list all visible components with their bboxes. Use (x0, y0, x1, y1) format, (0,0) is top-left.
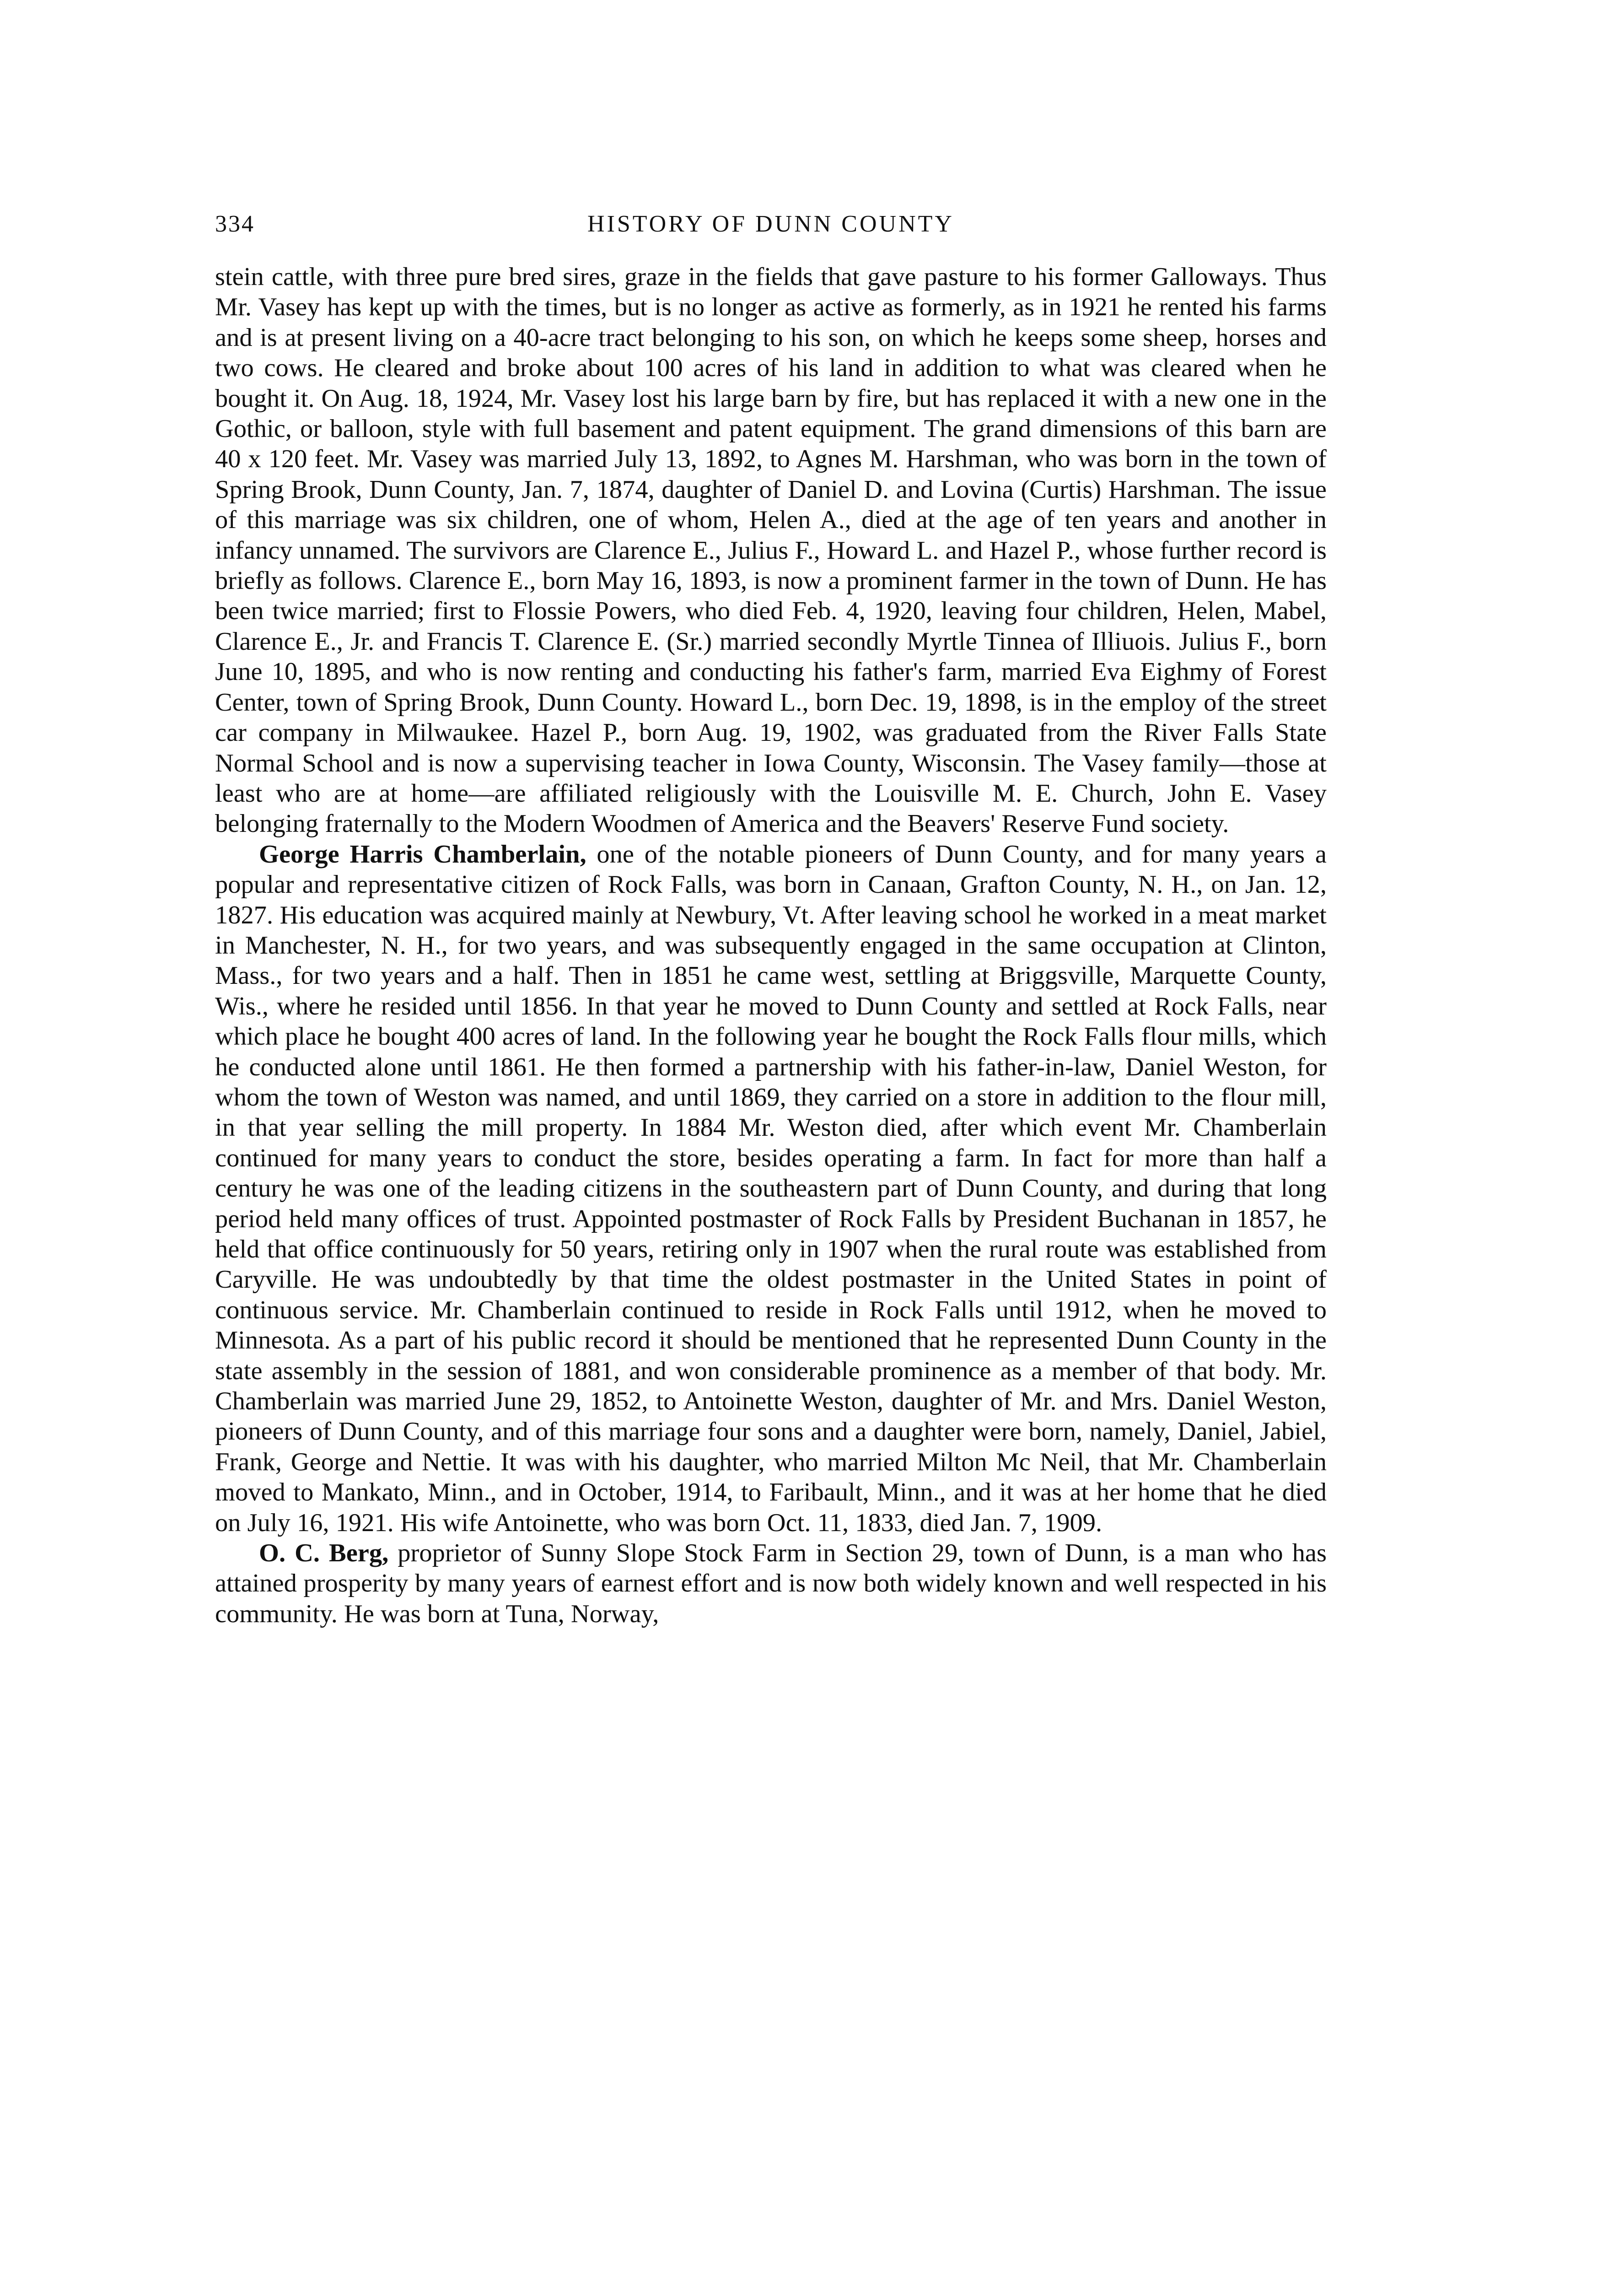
body-text (215, 262, 1327, 1629)
page-number: 334 (215, 211, 255, 237)
paragraph-text: stein cattle, with three pure bred sires, graze in the fields that gave pasture to his former Galloways. Thus Mr. Vasey has kept up with the times, but is no longer as active as formerly, as in 1921 he rented his farms and is at present living on a 40-acre tract belonging to his son, on which he keeps some sheep, horses and two cows. He cleared and broke about 100 acres of his land in addition to what was cleared when he bought it. On Aug. 18, 1924, Mr. Vasey lost his large barn by fire, but has replaced it with a new one in the Gothic, or balloon, style with full basement and patent equipment. The grand dimensions of this barn are 40 x 120 feet. Mr. Vasey was married July 13, 1892, to Agnes M. Harshman, who was born in the town of Spring Brook, Dunn County, Jan. 7, 1874, daughter of Daniel D. and Lovina (Curtis) Harshman. The issue of this marriage was six children, one of whom, Helen A., died at the age of ten years and another in infancy unnamed. The survivors are Clarence E., Julius F., Howard L. and Hazel P., whose further record is briefly as follows. Clarence E., born May 16, 1893, is now a prominent farmer in the town of Dunn. He has been twice married; first to Flossie Powers, who died Feb. 4, 1920, leaving four children, Helen, Mabel, Clarence E., Jr. and Francis T. Clarence E. (Sr.) married secondly Myrtle Tinnea of Illiuois. Julius F., born June 10, 1895, and who is now renting and conducting his father's farm, married Eva Eighmy of Forest Center, town of Spring Brook, Dunn County. Howard L., born Dec. 19, 1898, is in the employ of the street car company in Milwaukee. Hazel P., born Aug. 19, 1902, was graduated from the River Falls State Normal School and is now a supervising teacher in Iowa County, Wisconsin. The Vasey family—those at least who are at home—are affiliated religiously with the Louisville M. E. Church, John E. Vasey belonging fraternally to the Modern Woodmen of America and the Beavers' Reserve Fund society. (215, 263, 1327, 838)
paragraph-berg (215, 1538, 1327, 1629)
biography-name: O. C. Berg, (259, 1539, 389, 1568)
running-head (215, 201, 1327, 256)
biography-name: George Harris Chamberlain, (259, 840, 586, 869)
paragraph-vasey-continued (215, 262, 1327, 839)
book-page (215, 201, 1327, 1629)
paragraph-text: one of the notable pioneers of Dunn County, and for many years a popular and representative citizen of Rock Falls, was born in Canaan, Grafton County, N. H., on Jan. 12, 1827. His education was acquired mainly at Newbury, Vt. After leaving school he worked in a meat market in Manchester, N. H., for two years, and was subsequently engaged in the same occupation at Clinton, Mass., for two years and a half. Then in 1851 he came west, settling at Briggsville, Marquette County, Wis., where he resided until 1856. In that year he moved to Dunn County and settled at Rock Falls, near which place he bought 400 acres of land. In the following year he bought the Rock Falls flour mills, which he conducted alone until 1861. He then formed a partnership with his father-in-law, Daniel Weston, for whom the town of Weston was named, and until 1869, they carried on a store in addition to the flour mill, in that year selling the mill property. In 1884 Mr. Weston died, after which event Mr. Chamberlain continued for many years to conduct the store, besides operating a farm. In fact for more than half a century he was one of the leading citizens in the southeastern part of Dunn County, and during that long period held many offices of trust. Appointed postmaster of Rock Falls by President Buchanan in 1857, he held that office continuously for 50 years, retiring only in 1907 when the rural route was established from Caryville. He was undoubtedly by that time the oldest postmaster in the United States in point of continuous service. Mr. Chamberlain continued to reside in Rock Falls until 1912, when he moved to Minnesota. As a part of his public record it should be mentioned that he represented Dunn County in the state assembly in the session of 1881, and won considerable prominence as a member of that body. Mr. Chamberlain was married June 29, 1852, to Antoinette Weston, daughter of Mr. and Mrs. Daniel Weston, pioneers of Dunn County, and of this marriage four sons and a daughter were born, namely, Daniel, Jabiel, Frank, George and Nettie. It was with his daughter, who married Milton Mc Neil, that Mr. Chamberlain moved to Mankato, Minn., and in October, 1914, to Faribault, Minn., and it was at her home that he died on July 16, 1921. His wife Antoinette, who was born Oct. 11, 1833, died Jan. 7, 1909. (215, 840, 1327, 1537)
paragraph-text: proprietor of Sunny Slope Stock Farm in Section 29, town of Dunn, is a man who has attained prosperity by many years of earnest effort and is now both widely known and well respected in his community. He was born at Tuna, Norway, (215, 1539, 1327, 1628)
running-title: HISTORY OF DUNN COUNTY (587, 211, 954, 237)
paragraph-chamberlain (215, 839, 1327, 1538)
